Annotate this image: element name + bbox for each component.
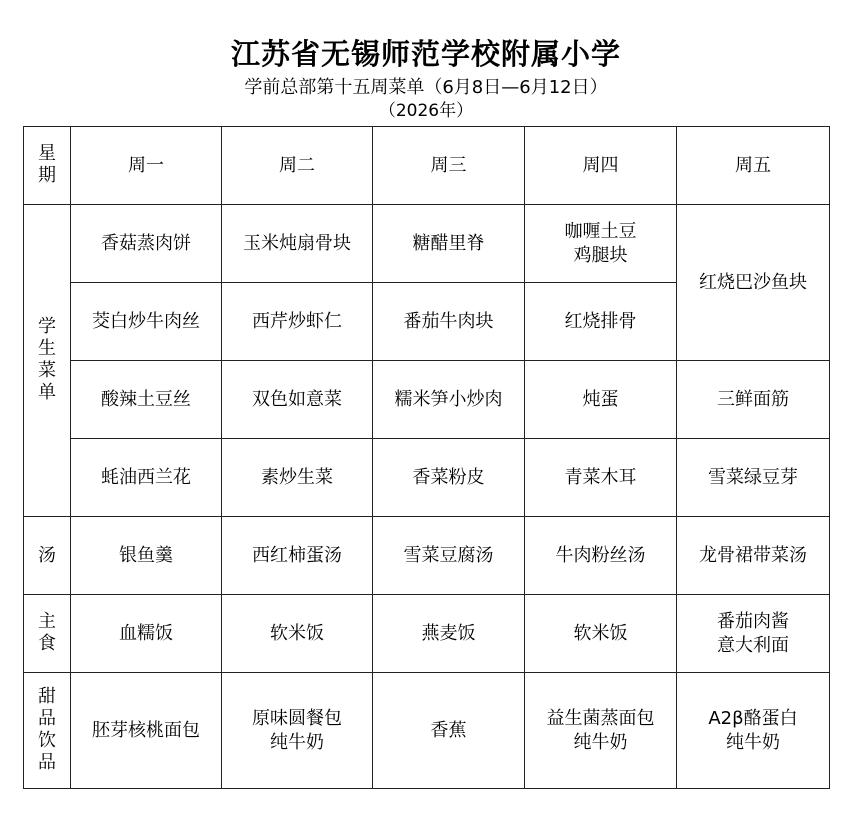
dessert-row bbox=[24, 673, 830, 789]
dish: 红烧巴沙鱼块 bbox=[699, 271, 807, 293]
dish: 糯米笋小炒肉 bbox=[394, 388, 503, 410]
dish: 红烧排骨 bbox=[564, 310, 637, 332]
day-header: 周三 bbox=[373, 127, 525, 205]
dish: 番茄肉酱 意大利面 bbox=[717, 610, 789, 656]
menu-cell bbox=[677, 517, 830, 595]
dish: 胚芽核桃面包 bbox=[92, 719, 200, 741]
soup-row bbox=[24, 517, 830, 595]
dish: 软米饭 bbox=[573, 622, 628, 644]
menu-cell bbox=[677, 673, 830, 789]
menu-cell bbox=[677, 439, 830, 517]
dish: 双色如意菜 bbox=[252, 388, 342, 410]
dish: 原味圆餐包 纯牛奶 bbox=[252, 707, 342, 753]
dish: 酸辣土豆丝 bbox=[101, 388, 191, 410]
dessert-label-text: 甜品饮品 bbox=[38, 686, 56, 773]
menu-cell bbox=[373, 673, 525, 789]
menu-cell bbox=[222, 205, 373, 283]
menu-cell bbox=[525, 361, 677, 439]
menu-cell bbox=[222, 283, 373, 361]
day-header: 周四 bbox=[525, 127, 677, 205]
menu-cell bbox=[71, 517, 222, 595]
page-subtitle: 学前总部第十五周菜单（6月8日—6月12日） bbox=[244, 77, 608, 98]
menu-cell bbox=[71, 361, 222, 439]
dish: 番茄牛肉块 bbox=[403, 310, 494, 332]
menu-cell bbox=[222, 361, 373, 439]
dish: 软米饭 bbox=[270, 622, 324, 644]
menu-cell bbox=[525, 595, 677, 673]
dish: A2β酪蛋白 纯牛奶 bbox=[708, 707, 798, 753]
dish: 西芹炒虾仁 bbox=[252, 310, 342, 332]
dish: 炖蛋 bbox=[582, 388, 619, 410]
corner-header bbox=[24, 127, 71, 205]
menu-cell bbox=[525, 283, 677, 361]
menu-cell bbox=[71, 595, 222, 673]
page-year: （2026年） bbox=[378, 101, 474, 121]
student-row bbox=[24, 361, 830, 439]
menu-cell bbox=[222, 673, 373, 789]
dish: 蚝油西兰花 bbox=[101, 466, 191, 488]
dish: 燕麦饭 bbox=[421, 622, 476, 644]
menu-cell bbox=[677, 595, 830, 673]
dish: 咖喱土豆 鸡腿块 bbox=[564, 220, 637, 266]
dish: 香蕉 bbox=[430, 719, 467, 741]
staple-label bbox=[24, 595, 71, 673]
dish: 香菜粉皮 bbox=[412, 466, 485, 488]
dish: 龙骨裙带菜汤 bbox=[699, 544, 807, 566]
student-row bbox=[24, 205, 830, 283]
menu-cell bbox=[373, 439, 525, 517]
dish: 西红柿蛋汤 bbox=[252, 544, 342, 566]
corner-label: 星期 bbox=[38, 143, 56, 186]
menu-cell bbox=[222, 595, 373, 673]
dish: 三鲜面筋 bbox=[717, 388, 789, 410]
dish: 茭白炒牛肉丝 bbox=[92, 310, 200, 332]
student-menu-label-text: 学生菜单 bbox=[38, 316, 56, 403]
menu-cell bbox=[71, 205, 222, 283]
dish: 雪菜豆腐汤 bbox=[403, 544, 494, 566]
menu-cell bbox=[373, 517, 525, 595]
page-title: 江苏省无锡师范学校附属小学 bbox=[230, 37, 621, 71]
menu-cell bbox=[71, 673, 222, 789]
menu-cell bbox=[525, 439, 677, 517]
dessert-label bbox=[24, 673, 71, 789]
soup-label-text: 汤 bbox=[38, 544, 56, 566]
dish: 银鱼羹 bbox=[119, 544, 173, 566]
staple-label-text: 主食 bbox=[38, 611, 56, 654]
soup-label bbox=[24, 517, 71, 595]
dish: 素炒生菜 bbox=[261, 466, 333, 488]
menu-cell-merged bbox=[677, 205, 830, 361]
dish: 牛肉粉丝汤 bbox=[555, 544, 646, 566]
menu-cell bbox=[373, 205, 525, 283]
dish: 青菜木耳 bbox=[564, 466, 637, 488]
day-header: 周一 bbox=[71, 127, 222, 205]
menu-cell bbox=[373, 361, 525, 439]
menu-table bbox=[23, 126, 830, 789]
header-row bbox=[24, 127, 830, 205]
day-header: 周五 bbox=[677, 127, 830, 205]
menu-cell bbox=[677, 361, 830, 439]
dish: 血糯饭 bbox=[119, 622, 173, 644]
menu-cell bbox=[222, 439, 373, 517]
dish: 香菇蒸肉饼 bbox=[101, 232, 191, 254]
student-menu-label bbox=[24, 205, 71, 517]
dish: 糖醋里脊 bbox=[412, 232, 485, 254]
menu-cell bbox=[222, 517, 373, 595]
dish: 益生菌蒸面包 纯牛奶 bbox=[546, 707, 655, 753]
menu-cell bbox=[71, 439, 222, 517]
dish: 雪菜绿豆芽 bbox=[708, 466, 798, 488]
menu-cell bbox=[71, 283, 222, 361]
dish: 玉米炖扇骨块 bbox=[243, 232, 351, 254]
staple-row bbox=[24, 595, 830, 673]
menu-cell bbox=[373, 595, 525, 673]
menu-cell bbox=[525, 205, 677, 283]
menu-cell bbox=[525, 673, 677, 789]
menu-cell bbox=[525, 517, 677, 595]
menu-cell bbox=[373, 283, 525, 361]
student-row bbox=[24, 439, 830, 517]
day-header: 周二 bbox=[222, 127, 373, 205]
